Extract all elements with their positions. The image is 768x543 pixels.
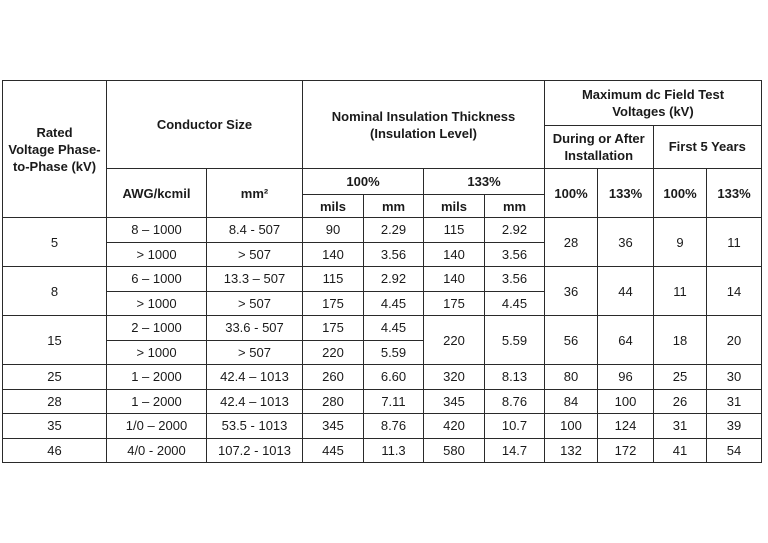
- cell-rated-kv: 8: [3, 267, 107, 316]
- cell-mils-133: 220: [424, 316, 485, 365]
- cell-awg: > 1000: [107, 242, 207, 267]
- table-row: [3, 218, 762, 243]
- cell-rated-kv: 28: [3, 389, 107, 414]
- cell-dc-first5-133: 54: [707, 438, 762, 463]
- cell-mm2: > 507: [207, 340, 303, 365]
- cell-dc-first5-100: 9: [654, 218, 707, 267]
- cell-dc-during-100: 28: [545, 218, 598, 267]
- header-pct-133-b: 133%: [707, 169, 762, 218]
- max-dc-header-block: [545, 81, 761, 168]
- cell-mm2: 13.3 – 507: [207, 267, 303, 292]
- table-body: [3, 218, 762, 463]
- cell-mils-133: 420: [424, 414, 485, 439]
- cell-awg: 8 – 1000: [107, 218, 207, 243]
- cell-rated-kv: 25: [3, 365, 107, 390]
- header-level-133: 133%: [424, 169, 545, 195]
- cell-mm-133: 14.7: [485, 438, 545, 463]
- table-row: [3, 414, 762, 439]
- cell-mm-133: 10.7: [485, 414, 545, 439]
- cell-mils-100: 140: [303, 242, 364, 267]
- cell-dc-during-100: 80: [545, 365, 598, 390]
- cell-dc-during-100: 36: [545, 267, 598, 316]
- cell-mm2: > 507: [207, 242, 303, 267]
- cell-mm-100: 6.60: [364, 365, 424, 390]
- cell-dc-first5-133: 11: [707, 218, 762, 267]
- cell-mm-133: 3.56: [485, 267, 545, 292]
- header-pct-100-a: 100%: [545, 169, 598, 218]
- cell-mm2: 107.2 - 1013: [207, 438, 303, 463]
- insulation-table: [2, 80, 762, 463]
- header-during-after-line2: Installation: [564, 147, 634, 163]
- cell-dc-during-100: 100: [545, 414, 598, 439]
- header-rated-voltage-line3: to-Phase (kV): [12, 158, 97, 174]
- header-pct-100-b: 100%: [654, 169, 707, 218]
- cell-dc-first5-133: 30: [707, 365, 762, 390]
- cell-dc-first5-100: 41: [654, 438, 707, 463]
- table-container: [2, 80, 762, 463]
- cell-mils-100: 220: [303, 340, 364, 365]
- table-row: [3, 267, 762, 292]
- header-during-after: [545, 125, 653, 168]
- cell-awg: > 1000: [107, 291, 207, 316]
- cell-mm-133: 5.59: [485, 316, 545, 365]
- cell-mm-133: 8.13: [485, 365, 545, 390]
- cell-dc-during-133: 100: [598, 389, 654, 414]
- cell-mils-100: 345: [303, 414, 364, 439]
- cell-awg: 1 – 2000: [107, 365, 207, 390]
- cell-rated-kv: 5: [3, 218, 107, 267]
- table-row: [3, 389, 762, 414]
- cell-mm-100: 3.56: [364, 242, 424, 267]
- cell-dc-during-133: 172: [598, 438, 654, 463]
- header-level-100: 100%: [303, 169, 424, 195]
- cell-mm2: 42.4 – 1013: [207, 365, 303, 390]
- header-max-dc: [545, 81, 762, 169]
- header-max-dc-line1: Maximum dc Field Test: [581, 86, 725, 102]
- cell-mm-100: 2.92: [364, 267, 424, 292]
- cell-mm2: 8.4 - 507: [207, 218, 303, 243]
- cell-dc-first5-133: 31: [707, 389, 762, 414]
- cell-mm-100: 5.59: [364, 340, 424, 365]
- cell-mils-133: 580: [424, 438, 485, 463]
- cell-mm-133: 4.45: [485, 291, 545, 316]
- cell-mm2: 42.4 – 1013: [207, 389, 303, 414]
- cell-mils-100: 175: [303, 316, 364, 341]
- header-nominal-insulation-line1: Nominal Insulation Thickness: [331, 108, 516, 124]
- cell-mm-100: 8.76: [364, 414, 424, 439]
- cell-dc-first5-133: 39: [707, 414, 762, 439]
- cell-rated-kv: 46: [3, 438, 107, 463]
- header-rated-voltage: [3, 81, 107, 218]
- cell-mm2: 33.6 - 507: [207, 316, 303, 341]
- cell-mm-100: 11.3: [364, 438, 424, 463]
- header-during-after-line1: During or After: [552, 130, 645, 146]
- cell-mm2: > 507: [207, 291, 303, 316]
- cell-awg: 2 – 1000: [107, 316, 207, 341]
- cell-dc-during-133: 64: [598, 316, 654, 365]
- cell-mm-133: 8.76: [485, 389, 545, 414]
- cell-dc-during-100: 132: [545, 438, 598, 463]
- header-mm-133: mm: [485, 195, 545, 218]
- cell-mm-133: 2.92: [485, 218, 545, 243]
- cell-rated-kv: 15: [3, 316, 107, 365]
- cell-dc-during-133: 36: [598, 218, 654, 267]
- header-pct-133-a: 133%: [598, 169, 654, 218]
- cell-mils-100: 90: [303, 218, 364, 243]
- cell-mils-133: 115: [424, 218, 485, 243]
- table-row: [3, 438, 762, 463]
- header-mm2: mm²: [207, 169, 303, 218]
- header-first-5: First 5 Years: [668, 139, 746, 155]
- cell-mm2: 53.5 - 1013: [207, 414, 303, 439]
- cell-dc-first5-100: 25: [654, 365, 707, 390]
- max-dc-title: [545, 81, 761, 125]
- cell-mm-100: 2.29: [364, 218, 424, 243]
- cell-mils-100: 175: [303, 291, 364, 316]
- cell-dc-during-133: 96: [598, 365, 654, 390]
- cell-mils-133: 175: [424, 291, 485, 316]
- cell-mm-100: 7.11: [364, 389, 424, 414]
- cell-rated-kv: 35: [3, 414, 107, 439]
- cell-dc-first5-133: 14: [707, 267, 762, 316]
- cell-mm-133: 3.56: [485, 242, 545, 267]
- cell-mils-133: 140: [424, 242, 485, 267]
- cell-awg: > 1000: [107, 340, 207, 365]
- cell-dc-during-100: 84: [545, 389, 598, 414]
- header-mm-100: mm: [364, 195, 424, 218]
- header-nominal-insulation-line2: (Insulation Level): [370, 125, 477, 141]
- header-awg: AWG/kcmil: [107, 169, 207, 218]
- cell-mils-133: 140: [424, 267, 485, 292]
- cell-mm-100: 4.45: [364, 316, 424, 341]
- cell-mm-100: 4.45: [364, 291, 424, 316]
- header-mils-133: mils: [424, 195, 485, 218]
- header-conductor-size: Conductor Size: [107, 81, 303, 169]
- table-row: [3, 316, 762, 341]
- cell-mils-100: 115: [303, 267, 364, 292]
- header-rated-voltage-line1: Rated: [36, 124, 73, 140]
- cell-mils-100: 445: [303, 438, 364, 463]
- cell-dc-during-133: 124: [598, 414, 654, 439]
- cell-dc-first5-133: 20: [707, 316, 762, 365]
- cell-dc-first5-100: 18: [654, 316, 707, 365]
- cell-dc-first5-100: 31: [654, 414, 707, 439]
- cell-awg: 4/0 - 2000: [107, 438, 207, 463]
- table-row: [3, 365, 762, 390]
- cell-awg: 1/0 – 2000: [107, 414, 207, 439]
- cell-mils-100: 260: [303, 365, 364, 390]
- cell-awg: 6 – 1000: [107, 267, 207, 292]
- cell-dc-first5-100: 11: [654, 267, 707, 316]
- header-mils-100: mils: [303, 195, 364, 218]
- cell-dc-first5-100: 26: [654, 389, 707, 414]
- cell-mils-133: 345: [424, 389, 485, 414]
- header-max-dc-line2: Voltages (kV): [612, 103, 694, 119]
- cell-awg: 1 – 2000: [107, 389, 207, 414]
- cell-mils-133: 320: [424, 365, 485, 390]
- cell-mils-100: 280: [303, 389, 364, 414]
- cell-dc-during-100: 56: [545, 316, 598, 365]
- cell-dc-during-133: 44: [598, 267, 654, 316]
- header-rated-voltage-line2: Voltage Phase-: [8, 141, 101, 157]
- header-nominal-insulation: [303, 81, 545, 169]
